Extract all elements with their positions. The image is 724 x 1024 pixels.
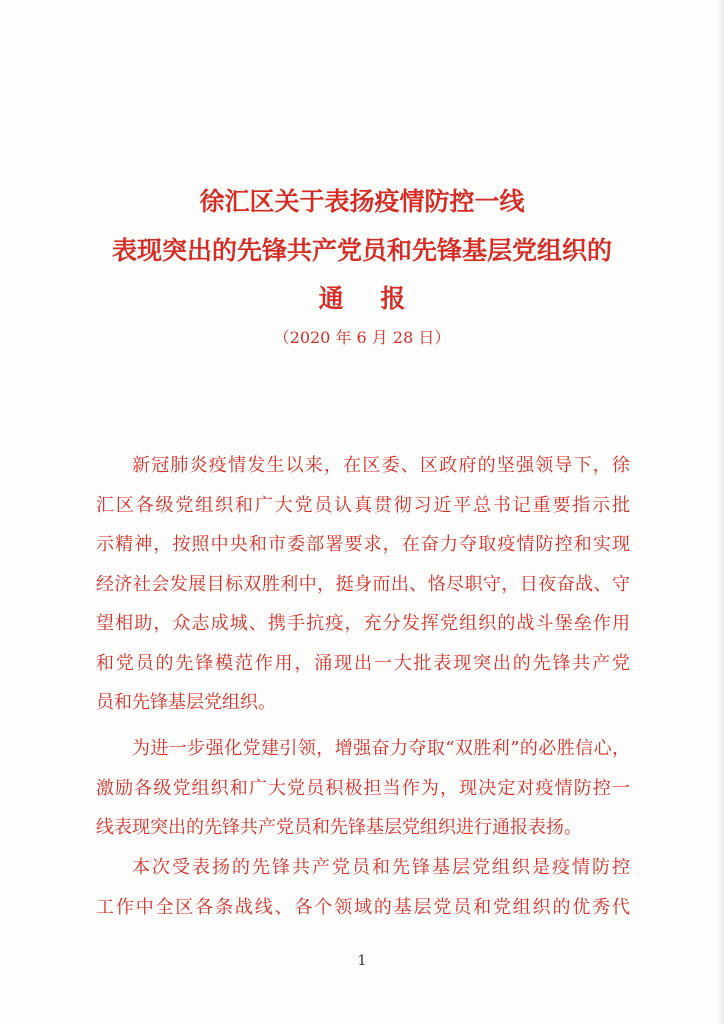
paragraph-line: 工作中全区各条战线、各个领域的基层党员和党组织的优秀代 (96, 896, 630, 918)
title-line-2: 表现突出的先锋共产党员和先锋基层党组织的 (111, 236, 612, 265)
paragraph-line: 新冠肺炎疫情发生以来，在区委、区政府的坚强领导下，徐 (132, 455, 630, 476)
title-line-1: 徐汇区关于表扬疫情防控一线 (199, 187, 525, 216)
paragraph-line: 员和先锋基层党组织。 (96, 692, 276, 713)
paragraph-3 (96, 848, 630, 927)
paragraph-line: 本次受表扬的先锋共产党员和先锋基层党组织是疫情防控 (132, 857, 630, 878)
page-number: 1 (357, 953, 367, 969)
paragraph-line: 汇区各级党组织和广大党员认真贯彻习近平总书记重要指示批 (96, 494, 630, 516)
paragraph-line: 经济社会发展目标双胜利中，挺身而出、恪尽职守，日夜奋战、守 (96, 573, 630, 595)
paragraph-line: 和党员的先锋模范作用，涌现出一大批表现突出的先锋共产党 (96, 652, 630, 674)
document-date: （2020 年 6 月 28 日） (273, 328, 451, 347)
paragraph-line: 为进一步强化党建引领，增强奋力夺取“双胜利”的必胜信心， (132, 738, 630, 759)
paragraph-line: 线表现突出的先锋共产党员和先锋基层党组织进行通报表扬。 (96, 817, 582, 838)
title-line-3: 通 报 (318, 284, 420, 313)
paragraph-line: 望相助，众志成城、携手抗疫，充分发挥党组织的战斗堡垒作用 (96, 613, 630, 634)
page-edge-shadow (718, 0, 724, 1024)
paragraph-2 (96, 729, 630, 848)
paragraph-1 (96, 446, 630, 723)
paragraph-line: 示精神，按照中央和市委部署要求，在奋力夺取疫情防控和实现 (96, 534, 630, 555)
paragraph-line: 激励各级党组织和广大党员积极担当作为，现决定对疫情防控一 (96, 777, 630, 799)
